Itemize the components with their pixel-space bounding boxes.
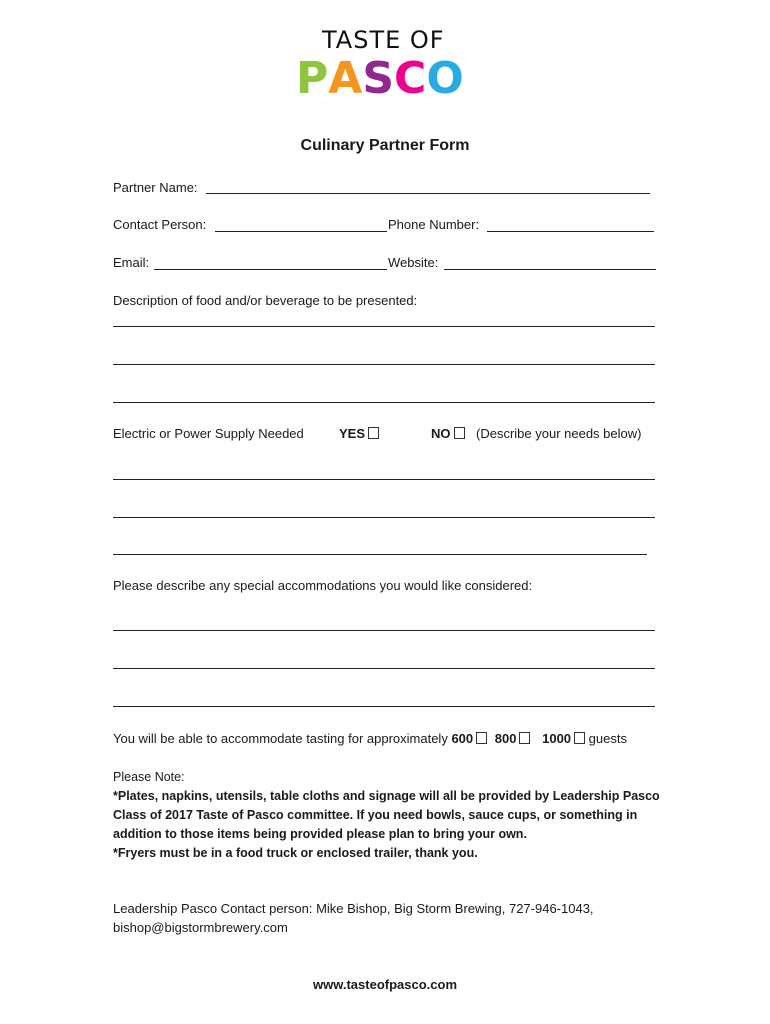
tasting-800-checkbox[interactable] (519, 732, 530, 744)
footer-website-link[interactable]: www.tasteofpasco.com (313, 977, 457, 992)
logo-letter-c: C (394, 53, 427, 104)
power-needs-line-3[interactable] (113, 554, 647, 555)
contact-email[interactable]: bishop@bigstormbrewery.com (113, 920, 288, 935)
note-line-fryers: *Fryers must be in a food truck or enclosed trailer, thank you. (113, 846, 478, 860)
logo-letter-p: P (296, 53, 329, 104)
website-field[interactable] (444, 269, 656, 270)
taste-of-pasco-logo (296, 24, 472, 108)
power-yes-label: YES (339, 426, 366, 441)
tasting-option-600[interactable]: 600 (451, 731, 487, 746)
tasting-option-800[interactable]: 800 (495, 731, 531, 746)
accommodations-line-3[interactable] (113, 706, 655, 707)
note-heading: Please Note: (113, 770, 185, 784)
describe-needs-text: (Describe your needs below) (476, 426, 642, 441)
no-checkbox[interactable] (454, 427, 465, 439)
tasting-capacity-row (113, 731, 627, 746)
tasting-600-checkbox[interactable] (476, 732, 487, 744)
logo-letter-a: A (328, 53, 363, 104)
logo-letter-s: S (362, 53, 395, 104)
phone-number-field[interactable] (487, 231, 654, 232)
email-field[interactable] (154, 269, 387, 270)
accommodations-line-1[interactable] (113, 630, 655, 631)
power-yes-option[interactable] (339, 426, 379, 441)
logo-letter-o: O (426, 53, 464, 104)
tasting-1000-checkbox[interactable] (574, 732, 585, 744)
description-line-2[interactable] (113, 364, 655, 365)
accommodations-label: Please describe any special accommodations you would like considered: (113, 578, 533, 593)
form-title: Culinary Partner Form (300, 137, 470, 154)
accommodations-line-2[interactable] (113, 668, 655, 669)
power-no-label: NO (431, 426, 451, 441)
yes-checkbox[interactable] (368, 427, 379, 439)
tasting-suffix: guests (588, 731, 627, 746)
description-label: Description of food and/or beverage to be presented: (113, 293, 418, 308)
power-supply-label: Electric or Power Supply Needed (113, 426, 304, 441)
tasting-prefix: You will be able to accommodate tasting for approximately (113, 731, 448, 746)
website-label: Website: (388, 255, 439, 270)
contact-person-label: Contact Person: (113, 217, 207, 232)
note-line-supplies: *Plates, napkins, utensils, table cloths and signage will all be provided by Leadership Pasco Class of 2017 Taste of Pasco committee. If you need bowls, sauce cups, or something in addition to those items being provided please plan to bring your own. (113, 789, 660, 841)
phone-number-label: Phone Number: (388, 217, 480, 232)
contact-person-field[interactable] (215, 231, 387, 232)
partner-name-field[interactable] (206, 193, 650, 194)
power-needs-line-1[interactable] (113, 479, 655, 480)
tasting-option-1000[interactable]: 1000 (542, 731, 585, 746)
power-no-option[interactable] (431, 426, 465, 441)
please-note-section (113, 768, 673, 863)
power-needs-line-2[interactable] (113, 517, 655, 518)
contact-line-1: Leadership Pasco Contact person: Mike Bishop, Big Storm Brewing, 727-946-1043, (113, 901, 594, 916)
partner-name-label: Partner Name: (113, 180, 198, 195)
logo-top-text: TASTE OF (322, 26, 445, 54)
description-line-1[interactable] (113, 326, 655, 327)
email-label: Email: (113, 255, 150, 270)
description-line-3[interactable] (113, 402, 655, 403)
logo-letters (296, 53, 464, 104)
